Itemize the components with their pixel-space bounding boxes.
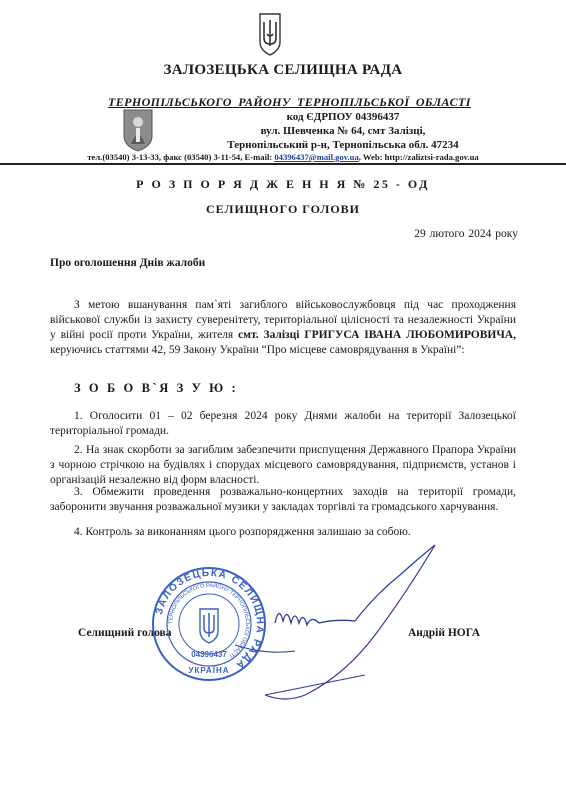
stamp-code: 04396437 xyxy=(191,650,227,659)
header-divider xyxy=(0,163,566,165)
order-item-1: 1. Оголосити 01 – 02 березня 2024 року Днями жалоби на території Залозецької територіальної громади. xyxy=(50,410,516,437)
preamble-person: смт. Залізці ГРИГУСА ІВАНА ЛЮБОМИРОВИЧА, xyxy=(238,329,516,341)
preamble-paragraph xyxy=(50,298,516,358)
coat-of-arms-icon xyxy=(258,12,282,56)
order-date: 29 лютого 2024 року xyxy=(414,228,518,240)
contacts-web: , Web: http://zaliztsi-rada.gov.ua xyxy=(358,152,479,162)
handwritten-signature xyxy=(235,535,445,705)
preamble-text-a: З метою вшанування пам`яті загиблого військовослужбовця під час проходження військової служби із захисту суверенітету, територіальної цілісності та незалежності України у війні росії проти України, жителя xyxy=(50,299,516,341)
email-link[interactable]: 04396437@mail.gov.ua xyxy=(274,152,359,162)
order-item-2: 2. На знак скорботи за загиблим забезпечити приспущення Державного Прапора України з чорною стрічкою на будівлях і спорудах місцевого самоврядування, підприємств, установ і організацій незалежно від форм власності. xyxy=(50,444,516,486)
order-subtitle: СЕЛИЩНОГО ГОЛОВИ xyxy=(206,202,360,216)
order-item-3: 3. Обмежити проведення розважально-концертних заходів на території громади, заборонити звучання розважальної музики у закладах торгівлі та громадського харчування. xyxy=(50,486,516,513)
address-street: вул. Шевченка № 64, смт Залізці, xyxy=(260,125,426,137)
edrpou-code: код ЄДРПОУ 04396437 xyxy=(286,111,400,123)
signatory-name: Андрій НОГА xyxy=(408,627,481,639)
address-region: Тернопільський р-н, Тернопільська обл. 47234 xyxy=(227,139,459,151)
stamp-trident-icon xyxy=(200,609,218,643)
order-item-4: 4. Контроль за виконанням цього розпорядження залишаю за собою. xyxy=(74,526,411,538)
obligate-heading: З О Б О В`Я З У Ю : xyxy=(74,381,239,395)
stamp-country: УКРАЇНА xyxy=(188,666,230,675)
contacts-phone-fax: тел.(03540) 3-13-33, факс (03540) 3-11-54, E-mail: xyxy=(87,152,275,162)
preamble-text-b: керуючись статтями 42, 59 Закону України “Про місцеве самоврядування в Україні”: xyxy=(50,344,465,356)
order-subject: Про оголошення Днів жалоби xyxy=(50,257,206,269)
signatory-position: Селищний голова xyxy=(78,627,172,639)
council-title: ЗАЛОЗЕЦЬКА СЕЛИЩНА РАДА xyxy=(163,62,403,78)
order-title: Р О З П О Р Я Д Ж Е Н Н Я № 25 - ОД xyxy=(136,177,430,191)
district-line: ТЕРНОПІЛЬСЬКОГО РАЙОНУ ТЕРНОПІЛЬСЬКОЇ ОБЛАСТІ xyxy=(108,95,471,109)
stamp-inner-text: ТЕРНОПІЛЬСЬКОГО РАЙОНУ ТЕРНОПІЛЬСЬКОЇ ОБЛАСТІ xyxy=(167,582,251,659)
stamp-ring-text: ЗАЛОЗЕЦЬКА СЕЛИЩНА РАДА xyxy=(153,567,266,672)
contacts-line xyxy=(0,152,566,162)
